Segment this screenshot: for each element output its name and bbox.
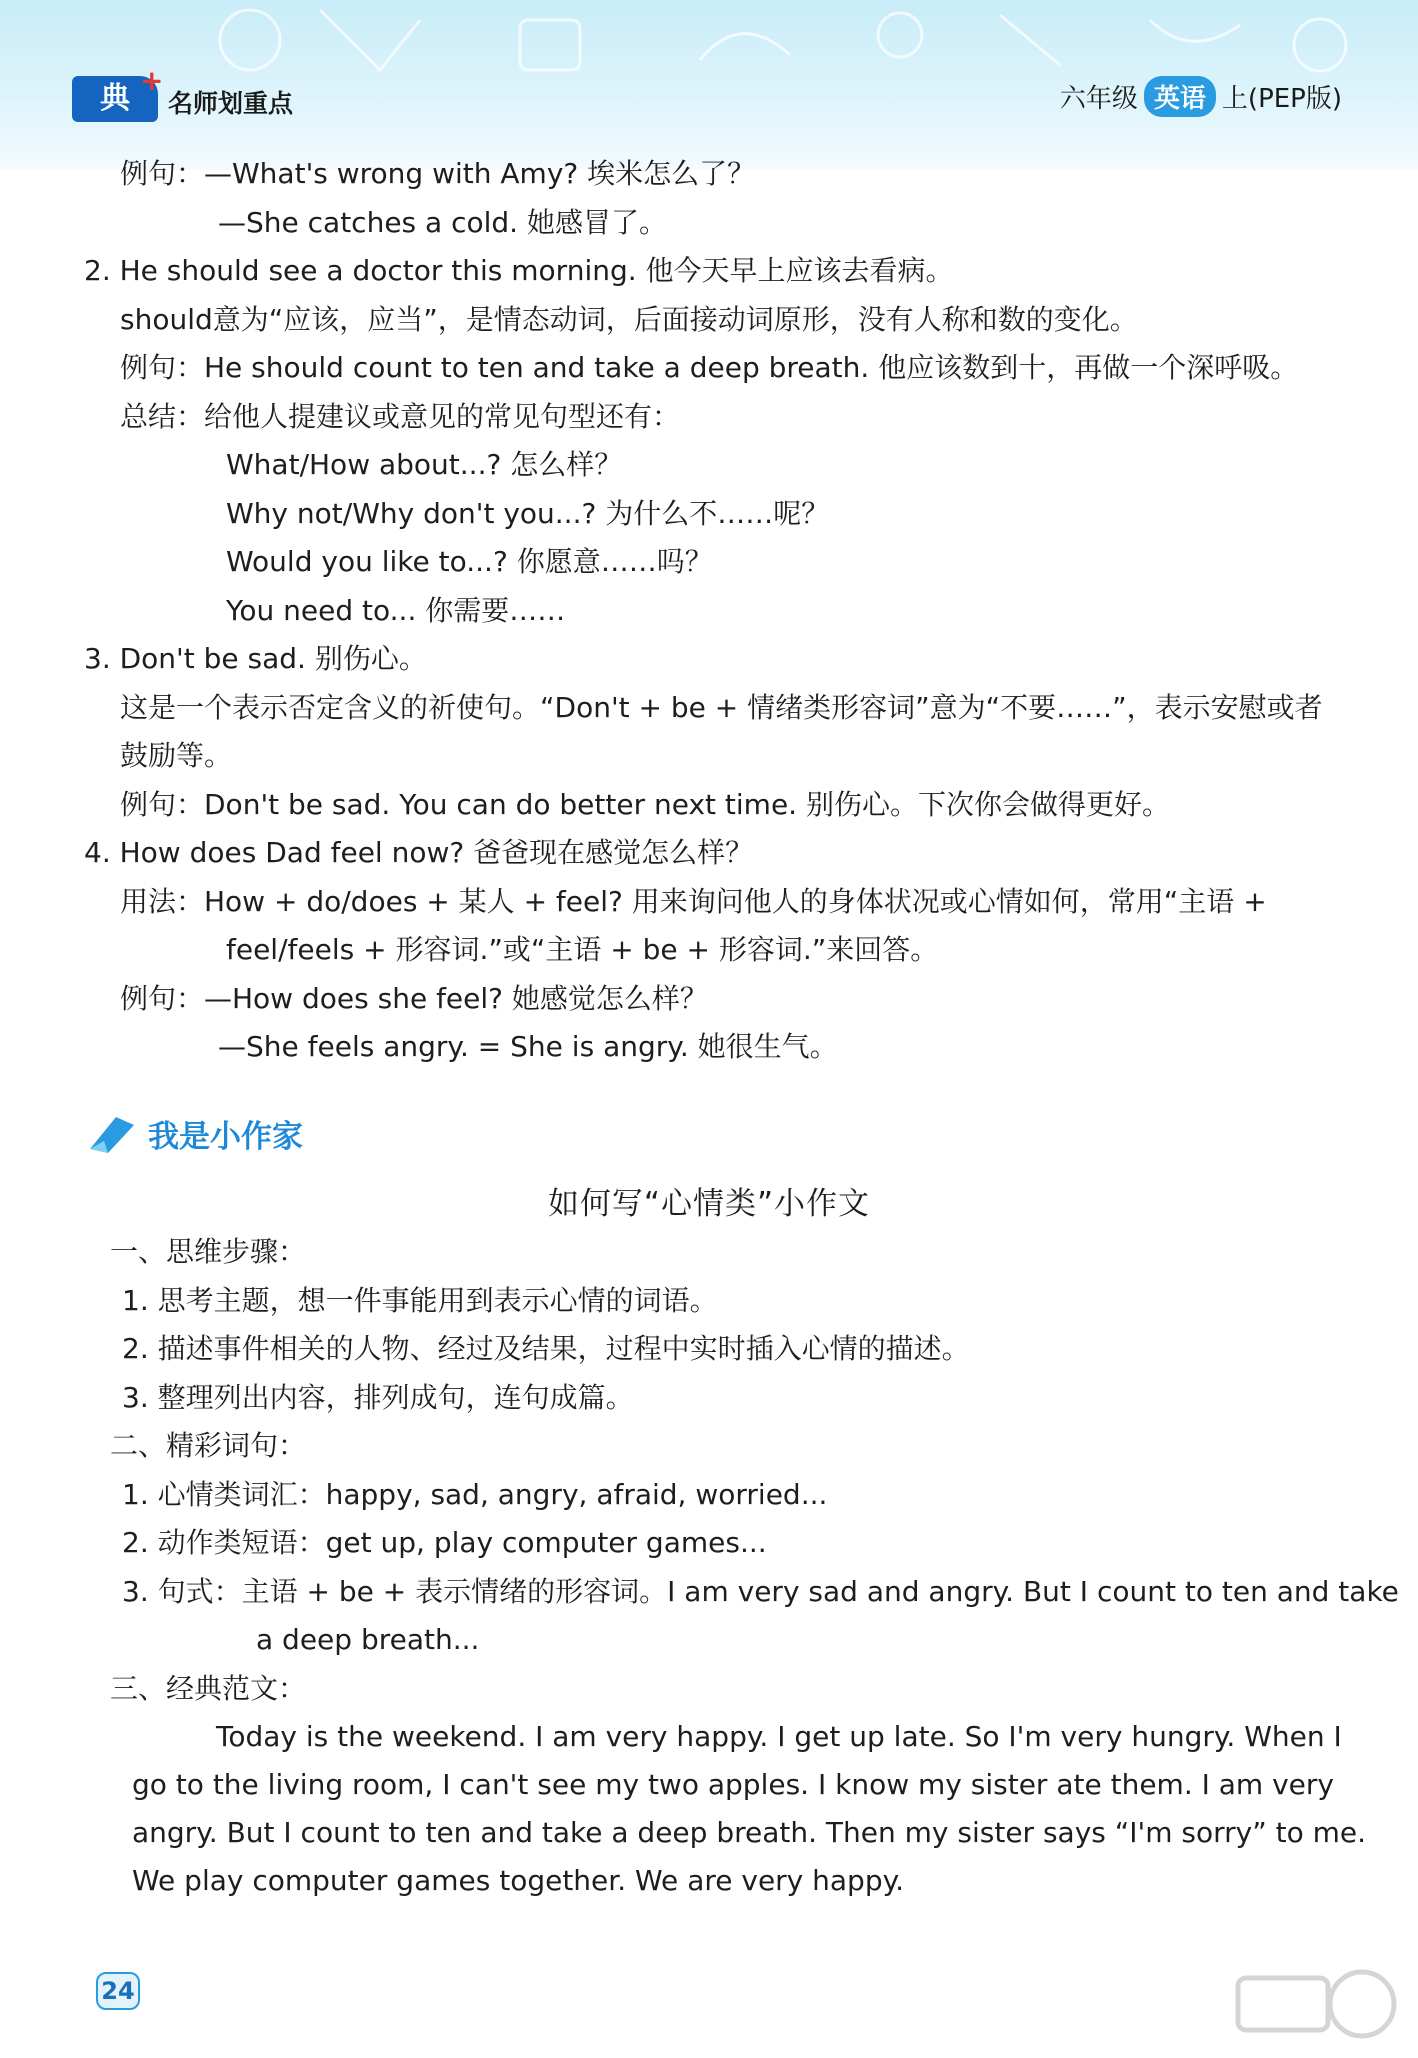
watermark-stamp <box>1232 1964 1402 2050</box>
pen-book-icon <box>86 1111 138 1155</box>
logo-plus-mark: + <box>140 64 164 97</box>
phrase-2: 2. 动作类短语：get up, play computer games... <box>122 1526 767 1559</box>
subject-badge: 英语 <box>1144 76 1216 117</box>
step-1: 1. 思考主题，想一件事能用到表示心情的词语。 <box>122 1283 718 1317</box>
step-3: 3. 整理列出内容，排列成句，连句成篇。 <box>122 1380 634 1414</box>
note2-title: 2. He should see a doctor this morning. 他今天早上应该去看病。 <box>84 254 954 287</box>
note3-description-1: 这是一个表示否定含义的祈使句。“Don't + be + 情绪类形容词”意为“不要……”，表示安慰或者 <box>120 690 1323 724</box>
edition-label: 上(PEP版) <box>1221 84 1342 114</box>
note4-usage-1: 用法：How + do/does + 某人 + feel? 用来询问他人的身体状况或心情如何，常用“主语 + <box>120 884 1267 918</box>
page-number: 24 <box>96 1972 140 2010</box>
note4-title: 4. How does Dad feel now? 爸爸现在感觉怎么样？ <box>84 836 754 869</box>
note1-example-b: —She catches a cold. 她感冒了。 <box>218 205 667 239</box>
note2-description: should意为“应该，应当”，是情态动词，后面接动词原形，没有人称和数的变化。 <box>120 302 1138 336</box>
logo-text: 典 <box>100 81 130 116</box>
note2-pattern-1: What/How about...? 怎么样？ <box>226 448 623 481</box>
step-2: 2. 描述事件相关的人物、经过及结果，过程中实时插入心情的描述。 <box>122 1332 970 1365</box>
note2-example: 例句：He should count to ten and take a deep breath. 他应该数到十，再做一个深呼吸。 <box>120 351 1299 384</box>
book-info <box>1060 76 1342 117</box>
note3-description-2: 鼓励等。 <box>120 739 233 772</box>
writing-section <box>110 1228 1399 1905</box>
note3-title: 3. Don't be sad. 别伤心。 <box>84 642 427 675</box>
writing-section-header <box>86 1108 303 1158</box>
phrase-3b: a deep breath... <box>256 1623 480 1656</box>
note2-pattern-4: You need to... 你需要…… <box>226 593 566 627</box>
heading-phrases: 二、精彩词句： <box>110 1429 307 1462</box>
note2-pattern-3: Would you like to...? 你愿意……吗？ <box>226 545 713 578</box>
note2-pattern-2: Why not/Why don't you...? 为什么不……呢？ <box>226 496 830 530</box>
brand-subtitle: 名师划重点 <box>168 89 294 118</box>
notes-section <box>80 150 1360 1072</box>
phrase-1: 1. 心情类词汇：happy, sad, angry, afraid, worried... <box>122 1477 828 1511</box>
phrase-3a: 3. 句式：主语 + be + 表示情绪的形容词。I am very sad and angry. But I count to ten and take <box>122 1574 1399 1608</box>
heading-steps: 一、思维步骤： <box>110 1235 307 1268</box>
note4-example-b: —She feels angry. = She is angry. 她很生气。 <box>218 1030 838 1063</box>
note4-usage-2: feel/feels + 形容词.”或“主语 + be + 形容词.”来回答。 <box>226 933 939 966</box>
note1-example-a: 例句：—What's wrong with Amy? 埃米怎么了？ <box>120 157 756 190</box>
note4-example-a: 例句：—How does she feel? 她感觉怎么样？ <box>120 981 708 1015</box>
page-header <box>0 0 1418 170</box>
heading-sample: 三、经典范文： <box>110 1671 307 1705</box>
writing-title: 如何写“心情类”小作文 <box>547 1186 871 1222</box>
note3-example: 例句：Don't be sad. You can do better next time. 别伤心。下次你会做得更好。 <box>120 787 1170 821</box>
writing-section-title: 我是小作家 <box>148 1118 303 1155</box>
sample-essay: Today is the weekend. I am very happy. I get up late. So I'm very hungry. When I go to the living room, I can't see my two apples. I know my sister ate them. I am very angry. But I count to ten and take a deep breath. Then my sister says “I'm sorry” to me. We play computer games together. We are very happy. <box>132 1720 1367 1897</box>
note2-summary: 总结：给他人提建议或意见的常见句型还有： <box>120 399 681 433</box>
grade-label: 六年级 <box>1059 84 1138 114</box>
